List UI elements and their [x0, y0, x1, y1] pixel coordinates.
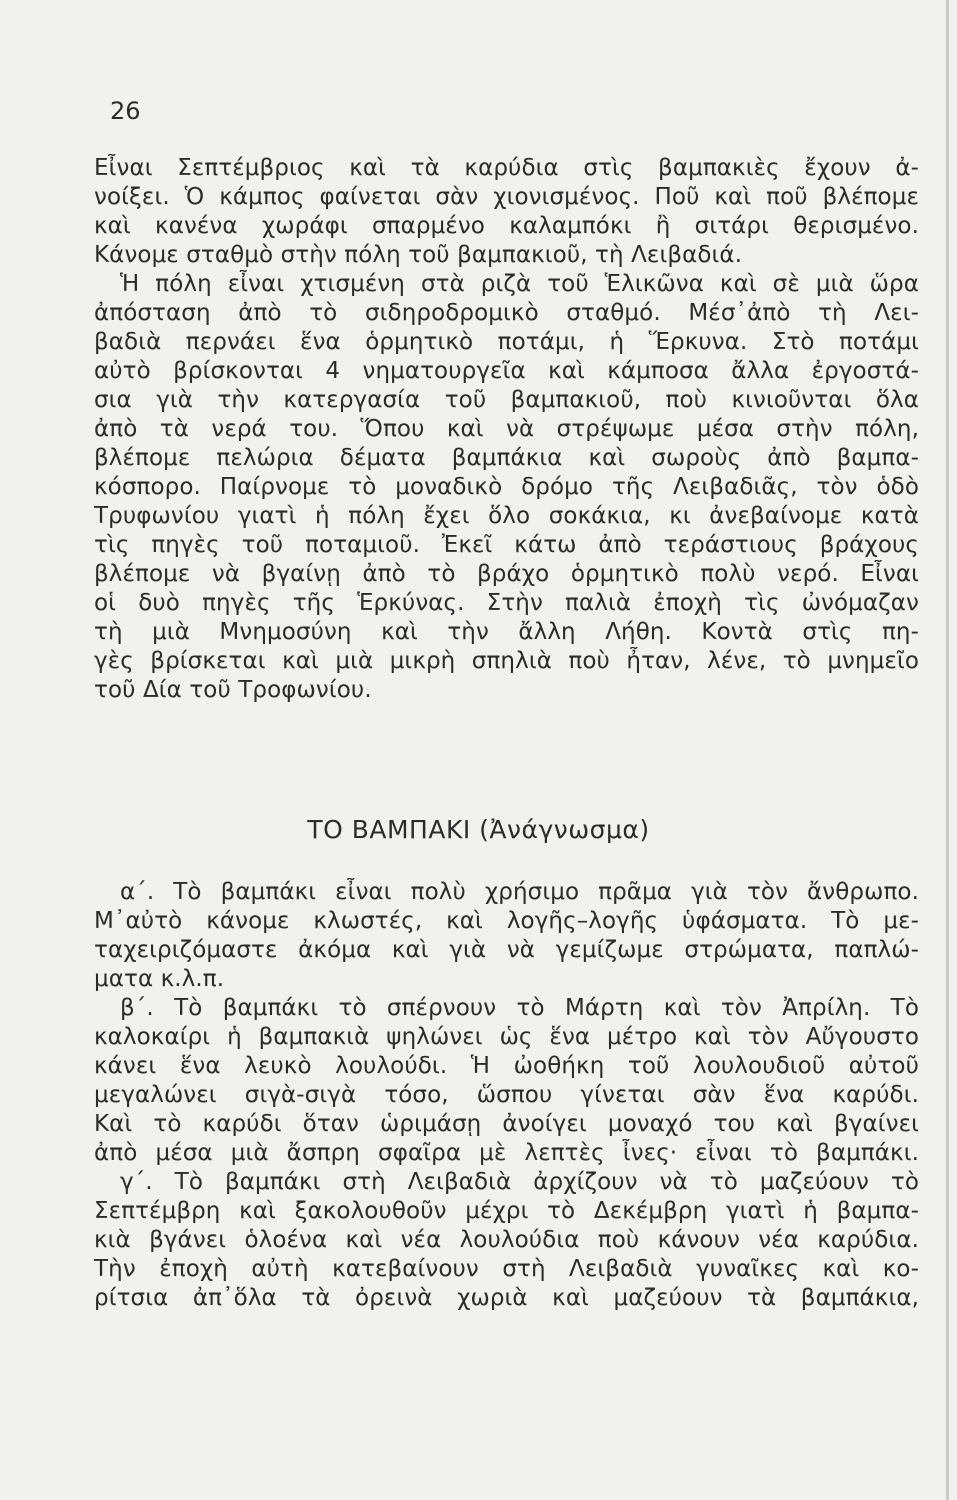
text-line: σια γιὰ τὴν κατεργασία τοῦ βαμπακιοῦ, ποὺ κινιοῦνται ὅλα [94, 387, 919, 413]
text-line: οἱ δυὸ πηγὲς τῆς Ἑρκύνας. Στὴν παλιὰ ἐποχὴ τὶς ὠνόμαζαν [94, 590, 919, 616]
text-line: αὐτὸ βρίσκονται 4 νηματουργεῖα καὶ κάμποσα ἄλλα ἐργοστά- [94, 358, 919, 384]
text-line: Ἡ πόλη εἶναι χτισμένη στὰ ριζὰ τοῦ Ἑλικῶνα καὶ σὲ μιὰ ὥρα [120, 271, 919, 297]
text-line: ἀπὸ μέσα μιὰ ἄσπρη σφαῖρα μὲ λεπτὲς ἶνες· εἶναι τὸ βαμπάκι. [94, 1140, 919, 1166]
text-line: καὶ κανένα χωράφι σπαρμένο καλαμπόκι ἢ σιτάρι θερισμένο. [94, 213, 919, 239]
text-line: ρίτσια ἀπ᾽ὅλα τὰ ὀρεινὰ χωριὰ καὶ μαζεύουν τὰ βαμπάκια, [94, 1285, 919, 1311]
text-line: βλέπομε νὰ βγαίνῃ ἀπὸ τὸ βράχο ὁρμητικὸ πολὺ νερό. Εἶναι [94, 561, 919, 587]
text-line: καλοκαίρι ἡ βαμπακιὰ ψηλώνει ὡς ἕνα μέτρο καὶ τὸν Αὔγουστο [94, 1024, 919, 1050]
paragraph-reading [94, 878, 919, 1313]
text-line: Σεπτέμβρη καὶ ξακολουθοῦν μέχρι τὸ Δεκέμβρη γιατὶ ἡ βαμπα- [94, 1198, 919, 1224]
text-line: τὴ μιὰ Μνημοσύνη καὶ τὴν ἄλλη Λήθη. Κοντὰ στὶς πη- [94, 619, 919, 645]
text-line: τὶς πηγὲς τοῦ ποταμιοῦ. Ἐκεῖ κάτω ἀπὸ τεράστιους βράχους [94, 532, 919, 558]
page-number: 26 [110, 97, 141, 125]
text-line: ταχειριζόμαστε ἀκόμα καὶ γιὰ νὰ γεμίζωμε στρώματα, παπλώ- [94, 937, 919, 963]
text-line: κάνει ἕνα λευκὸ λουλούδι. Ἡ ὠοθήκη τοῦ λουλουδιοῦ αὐτοῦ [94, 1053, 919, 1079]
section-heading: ΤΟ ΒΑΜΠΑΚΙ (Ἀνάγνωσμα) [307, 815, 650, 844]
text-line: Καὶ τὸ καρύδι ὅταν ὡριμάσῃ ἀνοίγει μοναχό του καὶ βγαίνει [94, 1111, 919, 1137]
text-line: Εἶναι Σεπτέμβριος καὶ τὰ καρύδια στὶς βαμπακιὲς ἔχουν ἀ- [94, 155, 919, 181]
text-line: α΄. Τὸ βαμπάκι εἶναι πολὺ χρήσιμο πρᾶμα γιὰ τὸν ἄνθρωπο. [120, 879, 919, 905]
text-line: ἀπὸ τὰ νερά του. Ὅπου καὶ νὰ στρέψωμε μέσα στὴν πόλη, [94, 416, 919, 442]
text-line: Τρυφωνίου γιατὶ ἡ πόλη ἔχει ὅλο σοκάκια, κι ἀνεβαίνομε κατὰ [94, 503, 919, 529]
text-line: κιὰ βγάνει ὁλοένα καὶ νέα λουλούδια ποὺ κάνουν νέα καρύδια. [94, 1227, 919, 1253]
text-line: γ΄. Τὸ βαμπάκι στὴ Λειβαδιὰ ἀρχίζουν νὰ τὸ μαζεύουν τὸ [120, 1169, 919, 1195]
paragraph-intro [94, 154, 919, 705]
text-line: γὲς βρίσκεται καὶ μιὰ μικρὴ σπηλιὰ ποὺ ἦταν, λένε, τὸ μνημεῖο [94, 648, 919, 674]
text-line: βαδιὰ περνάει ἕνα ὁρμητικὸ ποτάμι, ἡ Ἕρκυνα. Στὸ ποτάμι [94, 329, 919, 355]
text-line: βλέπομε πελώρια δέματα βαμπάκια καὶ σωροὺς ἀπὸ βαμπα- [94, 445, 919, 471]
text-line: ἀπόσταση ἀπὸ τὸ σιδηροδρομικὸ σταθμό. Μέσ᾽ἀπὸ τὴ Λει- [94, 300, 919, 326]
page-edge [946, 0, 949, 1500]
text-line: Μ᾽αὐτὸ κάνομε κλωστές, καὶ λογῆς–λογῆς ὑφάσματα. Τὸ με- [94, 908, 919, 934]
text-line: μεγαλώνει σιγὰ-σιγὰ τόσο, ὥσπου γίνεται σὰν ἕνα καρύδι. [94, 1082, 919, 1108]
text-line: τοῦ Δία τοῦ Τροφωνίου. [94, 677, 372, 703]
text-line: β΄. Τὸ βαμπάκι τὸ σπέρνουν τὸ Μάρτη καὶ τὸν Ἀπρίλη. Τὸ [120, 995, 919, 1021]
text-line: Τὴν ἐποχὴ αὐτὴ κατεβαίνουν στὴ Λειβαδιὰ γυναῖκες καὶ κο- [94, 1256, 919, 1282]
text-line: ματα κ.λ.π. [94, 966, 225, 992]
text-line: νοίξει. Ὁ κάμπος φαίνεται σὰν χιονισμένος. Ποῦ καὶ ποῦ βλέπομε [94, 184, 919, 210]
text-line: κόσπορο. Παίρνομε τὸ μοναδικὸ δρόμο τῆς Λειβαδιᾶς, τὸν ὁδὸ [94, 474, 919, 500]
text-line: Κάνομε σταθμὸ στὴν πόλη τοῦ βαμπακιοῦ, τὴ Λειβαδιά. [94, 242, 743, 268]
